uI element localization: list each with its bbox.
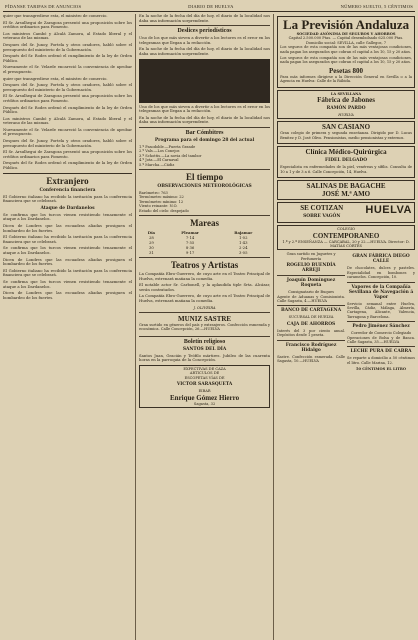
ad-owner: JOSÉ M.ª AMO — [321, 190, 371, 199]
divider — [139, 257, 270, 258]
col1-paragraph: El Gobierno italiano ha recibido la invitación para la conferencia financiera que se celebrará. — [3, 193, 133, 204]
ad-text: De chocolates, dulces y pasteles. Especialidad en bombones y caramelos. Concepción, 10. — [347, 266, 415, 280]
list-item: 5.º Marcha.—Cádiz — [139, 162, 175, 167]
ad-city: HUELVA — [338, 113, 354, 118]
col1-paragraph: Después del Sr. Rodes ordenó el cumplimiento de la ley de Orden Público. — [3, 104, 133, 115]
ad-owner: FIDEL DELGADO — [325, 158, 368, 164]
ad-line: ARTICULOS DE — [189, 371, 220, 376]
signature: J. OLIVEIRA — [193, 305, 216, 310]
ad-title: CAJA DE AHORROS — [286, 321, 336, 327]
ad-line: SOBRE VAGÓN — [303, 214, 341, 220]
list-item: Barómetro: 763 — [139, 190, 168, 195]
col1-paragraph: El Sr. Arsulhegui de Zaragoza presentó una proposición sobre los créditos ordinarios para Fomento. — [3, 93, 133, 103]
list-item: Estado del cielo: despejado — [139, 208, 189, 213]
clinica-ad — [277, 146, 415, 178]
ad-title: BANCO DE CARTAGENA — [281, 308, 342, 314]
col2-paragraph: El notable actor Sr. Carbonell, y la aplaudida tiple Srta. Alcázar, serán contratados. — [139, 282, 271, 292]
divider — [277, 275, 345, 276]
col1-paragraph: Dicen de Londres que las escuadras aliadas prosiguen el bombardeo de los fuertes. — [3, 223, 133, 233]
list-item: Termómetro máximo: 22 — [139, 195, 184, 200]
divider — [277, 305, 345, 306]
col2-paragraph: En la noche de la fecha del día de hoy, el diario de la localidad nos daba una información sorprendente. — [139, 46, 271, 56]
ad-line: Gran surtido en Juguetes y Perfumería — [286, 252, 336, 261]
col1-paragraph: Dicen de Londres que las escuadras aliadas prosiguen el bombardeo de los fuertes. — [3, 256, 133, 267]
ad-brand: VICTOR SARASQUETA — [176, 382, 233, 388]
column-1 — [3, 14, 132, 640]
col2-paragraph: En la noche de la fecha del día de hoy, el diario de la localidad nos daba una información sorprendente. — [139, 114, 271, 125]
contemporaneo-ad — [277, 225, 415, 250]
col1-paragraph: Dicen de Londres que las escuadras aliadas prosiguen el bombardeo de los fuertes. — [3, 290, 133, 300]
col1-paragraph: Se confirma que los turcos vienen resistiendo tenazmente el ataque a los Dardanelos. — [3, 278, 133, 289]
col2-paragraph: Santos Juan, Gracián y Teófilo mártires. Jubileo de las cuarenta horas en la parroquia de la Concepción. — [139, 352, 271, 363]
table-header: Pleamar — [181, 230, 199, 235]
col1-paragraph: Después del Sr. Rodes ordenó el cumplimiento de la ley de Orden Público. — [3, 160, 133, 171]
ad-title: Vapores de la Compañía Sevillana de Navegación á Vapor — [348, 284, 414, 300]
divider — [139, 215, 270, 216]
jabones-ad — [277, 90, 415, 120]
col1-paragraph: Despues del Sr. Junoy, Portela y otros oradores, habló sobre el presupuesto del ministerio de la Gobernación. — [3, 138, 133, 148]
table-cell: 3·05 — [239, 250, 248, 255]
col1-paragraph: El Gobierno italiano ha recibido la invitación para la conferencia financiera que se celebrará. — [3, 234, 133, 244]
table-cell: 2·24 — [239, 245, 248, 250]
muniz-ad — [139, 315, 270, 334]
list-item: Viento reinante: N.O. — [139, 204, 178, 209]
ad-title: SALINAS DE BAGACHE — [306, 182, 386, 191]
section-title-tiempo: El tiempo — [185, 171, 224, 182]
casiano-ad — [277, 121, 415, 144]
list-item: Termómetro mínimo: 12 — [139, 199, 184, 204]
table-cell: 30 — [148, 245, 154, 250]
salinas-ad — [277, 180, 415, 200]
col1-paragraph: Nuevamente el Sr. Velarde encareció la conveniencia de aprobar el presupuesto. — [3, 64, 133, 74]
lower-ads-right — [347, 252, 415, 371]
ad-line: 50 CÉNTIMOS EL LITRO — [356, 367, 407, 372]
table-cell: 1·43 — [239, 240, 248, 245]
divider — [139, 312, 270, 313]
table-cell: 29 — [148, 240, 154, 245]
divider — [139, 169, 270, 170]
ad-title: GRAN FÁBRICA DIEGO CALLE — [352, 254, 410, 265]
ad-title: ROGELIO BUENDÍA ARREJI — [286, 263, 336, 274]
ad-text: Sastre. Confección esmerada. Calle Sagasta, 10.—HUELVA — [277, 354, 346, 363]
ad-line: Consignatario de Buques — [288, 290, 334, 295]
weather-list — [139, 191, 270, 213]
ad-title: Clínica Médico-Quirúrgica — [305, 148, 387, 157]
bar-program-list — [139, 145, 270, 167]
masthead-right: NÚMERO SUELTO, 5 CÉNTIMOS — [340, 4, 413, 9]
prevision-domicile: Domicilio social: SEVILLA, calle Gallegos, 7 — [306, 40, 387, 45]
col2-paragraph: La Compañía Ebro-Guerrero, de cuyo arte en el Teatro Principal de Huelva, estrenará mañana la comedia. — [139, 293, 271, 303]
list-item: 3.º Schottis.—La novia del tambor — [139, 153, 202, 158]
ad-title: Fábrica de Jabones — [317, 96, 376, 105]
divider — [347, 282, 415, 283]
ad-title: Joaquín Domínguez Roqueta — [286, 278, 336, 289]
photo-block — [139, 59, 270, 103]
table-cell: 7·14 — [185, 235, 195, 240]
section-title-boletin: Boletín religioso — [183, 338, 226, 345]
prevision-brand: La Previsión Andaluza — [282, 17, 410, 32]
subheading: OBSERVACIONES METEOROLÓGICAS — [157, 183, 252, 189]
prevision-plan: Pesetas 800 — [329, 66, 364, 75]
ad-title: Pedro Jiménez Sánchez — [352, 324, 410, 330]
ad-text: Servicio semanal entre Huelva, Sevilla, Cádiz, Málaga, Almería, Cartagena, Alicante, Valencia, Tarragona y Barcelona. — [347, 301, 415, 319]
ad-line: EIBAR — [198, 389, 211, 394]
ad-text: Interés del 3 por ciento anual. Depósitos desde 1 peseta. — [277, 328, 346, 338]
col1-paragraph: Los ministros Cambó y Alcalá Zamora, al Estado liberal y el veterano de las mismas. — [3, 30, 133, 41]
prevision-subtitle: SOCIEDAD ANÓNIMA DE SEGUROS Y AHORROS — [296, 32, 396, 36]
divider — [139, 25, 270, 26]
ad-line: LA SEVILLANA — [330, 91, 362, 96]
muniz-text: Gran surtido en géneros del país y extranjeros. Confección esmerada y económica. Calle Concepción, 26.—HUELVA — [139, 322, 271, 332]
ad-text: Operaciones de Bolsa y de Banca. Calle Sagasta, 35.—HUELVA — [347, 335, 415, 344]
ad-owner: RAMÓN PARDO — [326, 106, 366, 112]
subheading: Ataque de Dardanelos — [40, 205, 95, 211]
col1-paragraph: Despues del Sr. Junoy, Portela y otros oradores, habló sobre el presupuesto del ministerio de la Gobernación. — [3, 41, 133, 52]
ad-title: Francisco Rodríguez Hidalgo — [285, 342, 337, 353]
ad-title: SAN CASIANO — [322, 123, 371, 132]
ad-title: LECHE PURA DE CABRA — [350, 349, 412, 355]
ad-seller: Enrique Gómez Hierro — [170, 393, 240, 402]
col1-paragraph: quier que transgrediese esta, el ministro de comercio. — [3, 75, 108, 81]
subheading: SANTOS DEL DÍA — [182, 346, 227, 352]
table-cell: 9·17 — [185, 250, 195, 255]
table-row — [139, 250, 270, 255]
divider — [277, 340, 345, 341]
table-cell: 31 — [148, 250, 154, 255]
ad-text: Especialista en enfermedades de la piel, venéreas y sífilis. Consulta de 10 a 1 y de 3 a 6. Calle Concepción, 14, Huelva. — [280, 165, 412, 174]
ad-text: Agente de Aduanas y Comisionista. Calle Sagasta, 4.—HUELVA — [277, 294, 346, 303]
table-cell: 8·36 — [185, 245, 195, 250]
ad-line: EXPECTIVAS DE CAZA — [183, 366, 226, 371]
section-title-mareas: Mareas — [190, 218, 219, 228]
lower-ads — [277, 252, 415, 371]
col1-paragraph: Se confirma que los turcos vienen resistiendo tenazmente el ataque a los Dardanelos. — [3, 245, 133, 255]
col1-paragraph: Nuevamente el Sr. Velarde encareció la conveniencia de aprobar el presupuesto. — [3, 126, 133, 137]
prevision-text: Los seguros de esta compañía son de las más ventajosas condiciones, nada pagan los asegurados que cobran el capital a los 10, 15 y 20 años. — [280, 56, 412, 65]
column-2 — [135, 14, 270, 640]
section-title-teatros: Teatros y Artistas — [170, 260, 239, 270]
table-cell: 28 — [148, 235, 154, 240]
muniz-title: MUNIZ SASTRE — [178, 314, 232, 323]
ad-line: SE COTIZAN — [300, 204, 344, 213]
col1-paragraph: quier que transgrediese esta, el ministro de comercio. — [3, 14, 108, 18]
ad-line: COLEGIO — [337, 227, 356, 232]
tides-table — [139, 230, 270, 255]
ad-city-big: HUELVA — [365, 204, 412, 217]
ad-text: Gran colegio de primera y segunda enseñanza. Dirigido por D. Lucas Benitez y D. José Olivo. Pensionistas, medio pensionistas y externos. — [280, 131, 412, 140]
subheading: Conferencia financiera — [39, 187, 96, 193]
list-item: 2.º Vals.—Los Conejos — [139, 149, 180, 154]
prevision-text: Para más informes dirigirse a la Dirección General en Sevilla o a la Agencia en Huelva: Calle de la Rábida. — [280, 74, 412, 84]
ad-line: SUCURSAL DE HUELVA — [288, 315, 334, 320]
col2-paragraph: Uno de los que más sirven a divertir a los lectores es el error en los telegramas que llegan a la redacción. — [139, 35, 271, 45]
divider — [139, 127, 270, 128]
ad-address: Sagasta, 32 — [193, 401, 216, 406]
masthead — [3, 3, 415, 12]
sarasqueta-ad — [139, 365, 270, 408]
lower-ads-left — [277, 252, 345, 371]
col1-paragraph: Despues del Sr. Junoy, Portela y otros oradores, habló sobre el presupuesto del ministerio de la Gobernación. — [3, 82, 133, 92]
col2-paragraph: Uno de los que más sirven a divertir a los lectores es el error en los telegramas que llegan a la redacción. — [139, 103, 271, 114]
section-title-extranjero: Extranjero — [46, 175, 89, 186]
bottom-ads — [139, 315, 270, 334]
section-title-deslices: Deslices periodísticos — [177, 28, 232, 35]
column-3 — [273, 14, 415, 640]
col1-paragraph: El Sr. Arsulhegui de Zaragoza presentó una proposición sobre los créditos ordinarios para Fomento. — [3, 149, 133, 159]
divider — [139, 336, 270, 337]
cotizan-left — [280, 204, 363, 221]
ad-line: Corredor de Comercio Colegiado — [350, 331, 412, 336]
ad-text: Se reparte a domicilio a 50 céntimos el litro. Calle Marina, 12. — [347, 356, 415, 365]
prevision-text: Los seguros de esta compañía son de las más ventajosas condiciones, nada pagan los asegurados que cobran el capital a los 10, 15 y 20 años. — [280, 45, 412, 54]
divider — [3, 173, 132, 174]
table-header: Día — [147, 230, 155, 235]
ad-text: 1.ª y 2.ª ENSEÑANZA — CARCABAL, 20 y 22.—HUELVA. Director: D. MATÍAS CORTÉS — [282, 239, 410, 248]
masthead-center: DIARIO DE HUELVA — [188, 4, 234, 9]
ad-line: ESCOPETAS VÍAS DE — [184, 375, 225, 380]
ad-title: CONTEMPORANEO — [312, 231, 380, 240]
program-title: Programa para el domingo 28 del actual — [154, 137, 255, 143]
col1-paragraph: Después del Sr. Rodes ordenó el cumplimiento de la ley de Orden Público. — [3, 53, 133, 63]
divider — [347, 321, 415, 322]
masthead-left: PÍDANSE TARIFAS DE ANUNCIOS — [5, 4, 82, 9]
col1-paragraph: Los ministros Cambó y Alcalá Zamora, al Estado liberal y el veterano de las mismas. — [3, 115, 133, 126]
prevision-ad — [277, 16, 415, 88]
table-cell: 1·02 — [239, 235, 248, 240]
col1-paragraph: El Gobierno italiano ha recibido la invitación para la conferencia financiera que se celebrará. — [3, 267, 133, 278]
divider — [347, 346, 415, 347]
col2-paragraph: En la noche de la fecha del día de hoy, el diario de la localidad nos daba una información sorprendente. — [139, 14, 271, 23]
col2-paragraph: La Compañía Ebro-Guerrero, de cuyo arte en el Teatro Principal de Huelva, estrenará mañana la comedia. — [139, 271, 271, 281]
col1-paragraph: Se confirma que los turcos vienen resistiendo tenazmente el ataque a los Dardanelos. — [3, 211, 133, 222]
cotizan-ad — [277, 202, 415, 223]
list-item: 4.º Jota.—El Carnaval — [139, 158, 179, 163]
cotizan-row — [280, 204, 412, 221]
table-cell: 7·55 — [185, 240, 195, 245]
prevision-capital: Capital 2.500.000 Ptas. — Capital desembolsado 625.000 Ptas. — [288, 36, 404, 41]
col1-paragraph: El Sr. Arsulhegui de Zaragoza presentó una proposición sobre los créditos ordinarios para Fomento. — [3, 19, 133, 30]
list-item: 1.º Pasodoble.—Puerta Grande — [139, 144, 196, 149]
section-title-bar: Bar Cómbitres — [185, 129, 224, 136]
table-header: Bajamar — [234, 230, 253, 235]
